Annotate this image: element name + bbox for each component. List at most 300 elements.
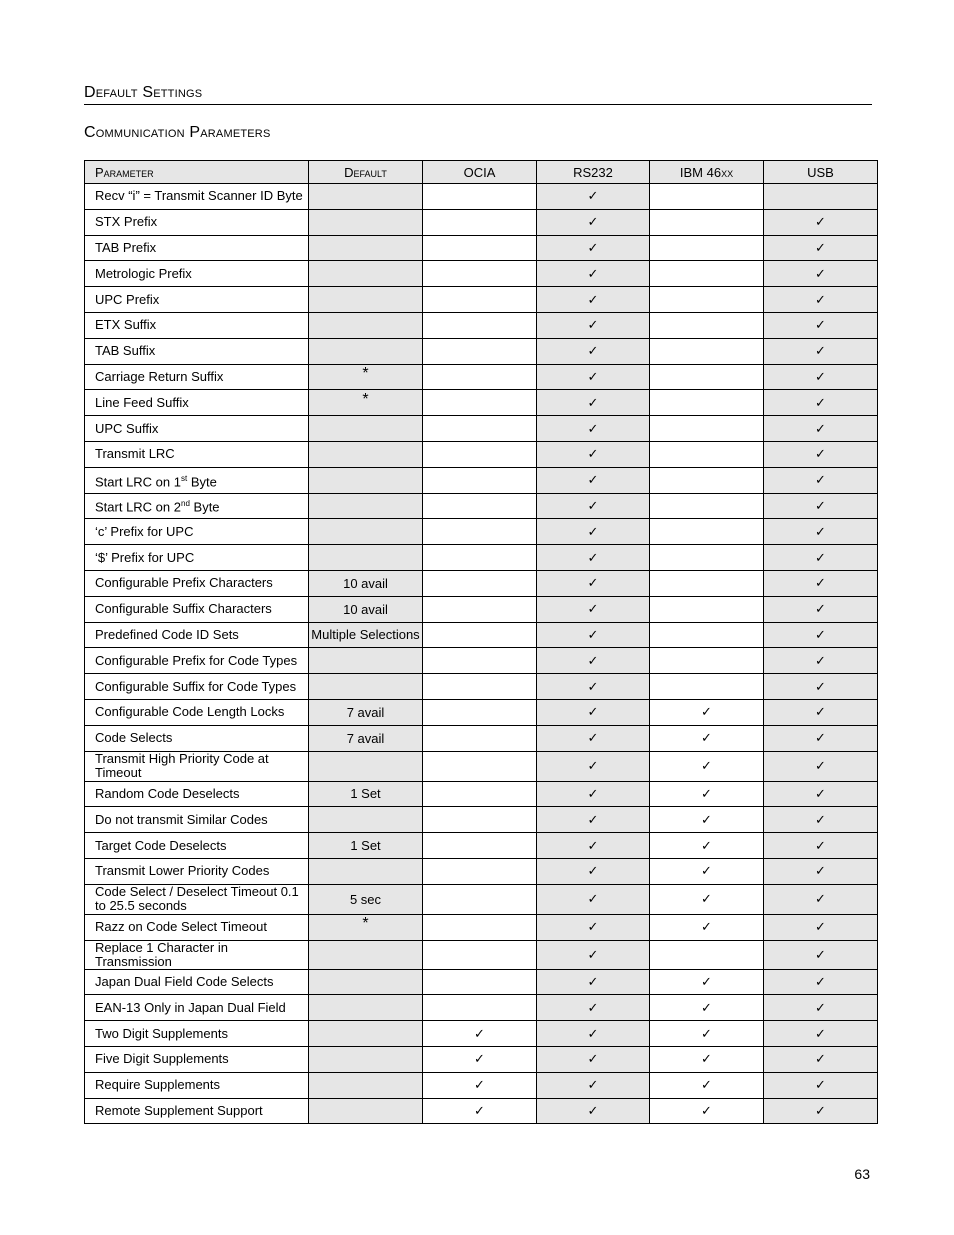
parameter-text: Predefined Code ID Sets	[95, 626, 239, 642]
usb-cell	[764, 674, 878, 700]
ibm46xx-cell	[650, 674, 764, 700]
ocia-cell	[423, 1098, 537, 1124]
check-icon: ✓	[587, 1025, 599, 1041]
parameter-label	[85, 235, 309, 261]
check-icon: ✓	[815, 811, 826, 827]
ibm46xx-cell	[650, 570, 764, 596]
parameter-text-end: Byte	[187, 473, 217, 489]
check-icon: ✓	[587, 601, 599, 617]
ocia-cell	[423, 519, 537, 545]
check-icon: ✓	[815, 446, 826, 462]
usb-cell	[764, 209, 878, 235]
ocia-cell	[423, 914, 537, 940]
ocia-cell	[423, 545, 537, 571]
check-icon: ✓	[815, 523, 826, 539]
ibm46xx-cell	[650, 751, 764, 781]
ocia-cell	[423, 338, 537, 364]
parameter-text: Code Select / Deselect Timeout 0.1 to 25.5 seconds	[95, 884, 299, 914]
ibm46xx-cell	[650, 184, 764, 210]
ibm46xx-cell	[650, 781, 764, 807]
parameter-text: Random Code Deselects	[95, 785, 240, 801]
check-icon: ✓	[587, 265, 599, 281]
check-icon: ✓	[815, 214, 826, 230]
parameter-text: Transmit High Priority Code at Timeout	[95, 751, 269, 781]
check-icon: ✓	[815, 420, 826, 436]
check-icon: ✓	[587, 785, 599, 801]
ocia-cell	[423, 674, 537, 700]
check-icon: ✓	[815, 394, 826, 410]
parameter-text: ‘c’ Prefix for UPC	[95, 523, 194, 539]
parameter-text: Code Selects	[95, 730, 173, 746]
usb-cell	[764, 995, 878, 1021]
rs232-cell	[537, 884, 650, 914]
default-cell	[309, 467, 423, 493]
check-icon: ✓	[587, 1077, 599, 1093]
default-value: 7 avail	[346, 730, 385, 746]
default-cell	[309, 674, 423, 700]
usb-cell	[764, 807, 878, 833]
ibm46xx-cell	[650, 725, 764, 751]
check-icon: ✓	[587, 1102, 599, 1118]
parameter-text: EAN-13 Only in Japan Dual Field	[95, 999, 286, 1015]
table-row	[85, 596, 878, 622]
parameter-text: ETX Suffix	[95, 317, 157, 333]
usb-cell	[764, 969, 878, 995]
ocia-cell	[423, 390, 537, 416]
table-row	[85, 807, 878, 833]
rs232-cell	[537, 235, 650, 261]
parameter-text: Configurable Prefix for Code Types	[95, 652, 298, 668]
ibm46xx-cell	[650, 467, 764, 493]
usb-cell	[764, 338, 878, 364]
check-icon: ✓	[587, 188, 599, 204]
ocia-cell	[423, 1046, 537, 1072]
parameter-label	[85, 312, 309, 338]
check-icon: ✓	[701, 1077, 712, 1093]
check-icon: ✓	[587, 891, 599, 907]
default-cell	[309, 995, 423, 1021]
default-cell	[309, 781, 423, 807]
parameter-text: Recv “i” = Transmit Scanner ID Byte	[95, 188, 303, 204]
check-icon: ✓	[815, 891, 826, 907]
default-cell	[309, 969, 423, 995]
ocia-cell	[423, 969, 537, 995]
check-icon: ✓	[474, 1077, 485, 1093]
ibm46xx-cell	[650, 287, 764, 313]
rs232-cell	[537, 545, 650, 571]
rs232-cell	[537, 833, 650, 859]
table-row	[85, 235, 878, 261]
table-row	[85, 674, 878, 700]
check-icon: ✓	[587, 863, 599, 879]
rs232-cell	[537, 209, 650, 235]
ibm46xx-cell	[650, 1072, 764, 1098]
ibm46xx-cell	[650, 969, 764, 995]
parameter-label	[85, 1046, 309, 1072]
parameter-label	[85, 596, 309, 622]
ibm46xx-cell	[650, 261, 764, 287]
check-icon: ✓	[587, 973, 599, 989]
parameter-text: Start LRC on 2	[95, 499, 181, 515]
default-value: Multiple Selections	[311, 627, 420, 643]
check-icon: ✓	[587, 343, 599, 359]
parameter-label	[85, 995, 309, 1021]
check-icon: ✓	[587, 575, 599, 591]
check-icon: ✓	[587, 704, 599, 720]
parameter-text: Razz on Code Select Timeout	[95, 919, 267, 935]
check-icon: ✓	[587, 730, 599, 746]
rs232-cell	[537, 807, 650, 833]
rs232-cell	[537, 1046, 650, 1072]
parameter-text: Carriage Return Suffix	[95, 368, 224, 384]
default-cell	[309, 416, 423, 442]
table-row	[85, 519, 878, 545]
subsection-title: Communication Parameters	[84, 124, 271, 141]
ocia-cell	[423, 751, 537, 781]
table-row	[85, 833, 878, 859]
parameter-text: Two Digit Supplements	[95, 1025, 228, 1041]
check-icon: ✓	[815, 626, 826, 642]
parameter-text: Configurable Prefix Characters	[95, 575, 273, 591]
parameter-label	[85, 884, 309, 914]
parameter-text: Require Supplements	[95, 1077, 221, 1093]
usb-cell	[764, 493, 878, 519]
usb-cell	[764, 833, 878, 859]
ocia-cell	[423, 725, 537, 751]
check-icon: ✓	[587, 919, 599, 935]
table-row	[85, 995, 878, 1021]
parameter-text: Replace 1 Character in Transmission	[95, 939, 228, 969]
parameter-label	[85, 441, 309, 467]
rs232-cell	[537, 1098, 650, 1124]
ibm46xx-cell	[650, 519, 764, 545]
ocia-cell	[423, 1021, 537, 1047]
usb-cell	[764, 940, 878, 969]
check-icon: ✓	[587, 626, 599, 642]
default-cell	[309, 725, 423, 751]
check-icon: ✓	[815, 291, 826, 307]
check-icon: ✓	[815, 601, 826, 617]
parameter-label	[85, 699, 309, 725]
header-rs232: RS232	[537, 161, 650, 184]
check-icon: ✓	[587, 317, 599, 333]
check-icon: ✓	[587, 652, 599, 668]
parameter-text: Japan Dual Field Code Selects	[95, 973, 274, 989]
rs232-cell	[537, 570, 650, 596]
check-icon: ✓	[815, 472, 826, 488]
default-cell	[309, 858, 423, 884]
check-icon: ✓	[815, 704, 826, 720]
parameter-text: Transmit Lower Priority Codes	[95, 863, 270, 879]
usb-cell	[764, 751, 878, 781]
ocia-cell	[423, 261, 537, 287]
header-usb: USB	[764, 161, 878, 184]
usb-cell	[764, 596, 878, 622]
check-icon: ✓	[701, 837, 712, 853]
table-row	[85, 1098, 878, 1124]
table-row	[85, 312, 878, 338]
check-icon: ✓	[587, 214, 599, 230]
check-icon: ✓	[815, 575, 826, 591]
table-row	[85, 751, 878, 781]
parameter-label	[85, 390, 309, 416]
rs232-cell	[537, 519, 650, 545]
parameter-label	[85, 751, 309, 781]
table-row	[85, 416, 878, 442]
parameter-label	[85, 493, 309, 519]
parameter-text: Configurable Suffix for Code Types	[95, 678, 297, 694]
table-row	[85, 1046, 878, 1072]
parameter-label	[85, 674, 309, 700]
check-icon: ✓	[474, 1102, 485, 1118]
check-icon: ✓	[815, 652, 826, 668]
section-title: Default Settings	[84, 84, 872, 105]
check-icon: ✓	[815, 785, 826, 801]
check-icon: ✓	[701, 999, 712, 1015]
check-icon: ✓	[587, 368, 599, 384]
check-icon: ✓	[815, 678, 826, 694]
ocia-cell	[423, 699, 537, 725]
usb-cell	[764, 519, 878, 545]
check-icon: ✓	[587, 420, 599, 436]
table-row	[85, 1021, 878, 1047]
parameter-label	[85, 364, 309, 390]
default-cell	[309, 235, 423, 261]
parameter-label	[85, 1098, 309, 1124]
rs232-cell	[537, 338, 650, 364]
header-default: Default	[309, 161, 423, 184]
parameter-label	[85, 725, 309, 751]
parameter-label	[85, 969, 309, 995]
rs232-cell	[537, 364, 650, 390]
rs232-cell	[537, 441, 650, 467]
rs232-cell	[537, 416, 650, 442]
check-icon: ✓	[587, 291, 599, 307]
rs232-cell	[537, 622, 650, 648]
rs232-cell	[537, 940, 650, 969]
check-icon: ✓	[587, 678, 599, 694]
table-row	[85, 648, 878, 674]
ibm46xx-cell	[650, 235, 764, 261]
ibm46xx-cell	[650, 596, 764, 622]
usb-cell	[764, 467, 878, 493]
default-value: 7 avail	[346, 704, 385, 720]
header-ocia: OCIA	[423, 161, 537, 184]
table-row	[85, 209, 878, 235]
ocia-cell	[423, 312, 537, 338]
rs232-cell	[537, 751, 650, 781]
parameter-text: UPC Prefix	[95, 291, 160, 307]
usb-cell	[764, 699, 878, 725]
rs232-cell	[537, 995, 650, 1021]
usb-cell	[764, 364, 878, 390]
usb-cell	[764, 184, 878, 210]
page-number: 63	[854, 1166, 870, 1182]
check-icon: ✓	[815, 863, 826, 879]
check-icon: ✓	[815, 919, 826, 935]
check-icon: ✓	[815, 1051, 826, 1067]
ocia-cell	[423, 622, 537, 648]
parameter-text: Line Feed Suffix	[95, 394, 189, 410]
default-cell	[309, 390, 423, 416]
table-row	[85, 884, 878, 914]
table-row	[85, 940, 878, 969]
ocia-cell	[423, 493, 537, 519]
ibm46xx-cell	[650, 1021, 764, 1047]
rs232-cell	[537, 184, 650, 210]
default-cell	[309, 884, 423, 914]
ibm46xx-cell	[650, 364, 764, 390]
ibm46xx-cell	[650, 312, 764, 338]
check-icon: ✓	[587, 394, 599, 410]
usb-cell	[764, 416, 878, 442]
ocia-cell	[423, 209, 537, 235]
default-cell	[309, 545, 423, 571]
check-icon: ✓	[587, 497, 599, 513]
usb-cell	[764, 914, 878, 940]
header-parameter: Parameter	[85, 161, 309, 184]
ocia-cell	[423, 940, 537, 969]
usb-cell	[764, 1046, 878, 1072]
rs232-cell	[537, 648, 650, 674]
table-row	[85, 570, 878, 596]
ibm46xx-cell	[650, 940, 764, 969]
parameter-label	[85, 622, 309, 648]
table-row	[85, 914, 878, 940]
check-icon: ✓	[815, 497, 826, 513]
parameter-label	[85, 261, 309, 287]
communication-parameters-table	[84, 160, 878, 1124]
ibm46xx-cell	[650, 622, 764, 648]
default-value: 1 Set	[350, 786, 381, 802]
ibm46xx-cell	[650, 545, 764, 571]
table-row	[85, 969, 878, 995]
default-cell	[309, 261, 423, 287]
rs232-cell	[537, 1021, 650, 1047]
rs232-cell	[537, 287, 650, 313]
check-icon: ✓	[815, 946, 826, 962]
ocia-cell	[423, 1072, 537, 1098]
table-row	[85, 725, 878, 751]
default-cell	[309, 441, 423, 467]
table-row	[85, 287, 878, 313]
parameter-text: ‘$’ Prefix for UPC	[95, 549, 195, 565]
default-cell	[309, 622, 423, 648]
ocia-cell	[423, 807, 537, 833]
parameter-label	[85, 1072, 309, 1098]
parameter-label	[85, 858, 309, 884]
rs232-cell	[537, 390, 650, 416]
table-row	[85, 184, 878, 210]
ocia-cell	[423, 596, 537, 622]
check-icon: ✓	[701, 919, 712, 935]
check-icon: ✓	[701, 891, 712, 907]
check-icon: ✓	[587, 837, 599, 853]
table-row	[85, 390, 878, 416]
table-body	[85, 184, 878, 1124]
check-icon: ✓	[474, 1051, 485, 1067]
parameter-label	[85, 940, 309, 969]
usb-cell	[764, 725, 878, 751]
rs232-cell	[537, 312, 650, 338]
parameter-text: STX Prefix	[95, 214, 158, 230]
check-icon: ✓	[815, 999, 826, 1015]
ibm46xx-cell	[650, 390, 764, 416]
default-cell	[309, 807, 423, 833]
default-cell	[309, 699, 423, 725]
default-value: 10 avail	[343, 601, 388, 617]
parameter-label	[85, 570, 309, 596]
usb-cell	[764, 570, 878, 596]
rs232-cell	[537, 725, 650, 751]
ocia-cell	[423, 235, 537, 261]
parameter-text: Configurable Suffix Characters	[95, 601, 272, 617]
table-row	[85, 545, 878, 571]
default-cell	[309, 338, 423, 364]
usb-cell	[764, 1072, 878, 1098]
check-icon: ✓	[701, 811, 712, 827]
ocia-cell	[423, 995, 537, 1021]
usb-cell	[764, 545, 878, 571]
check-icon: ✓	[815, 317, 826, 333]
usb-cell	[764, 781, 878, 807]
check-icon: ✓	[701, 1025, 712, 1041]
rs232-cell	[537, 261, 650, 287]
parameter-label	[85, 184, 309, 210]
parameter-text: Start LRC on 1	[95, 473, 181, 489]
parameter-label	[85, 914, 309, 940]
ibm46xx-cell	[650, 493, 764, 519]
ibm46xx-cell	[650, 884, 764, 914]
default-cell	[309, 940, 423, 969]
table-row	[85, 493, 878, 519]
parameter-text: Remote Supplement Support	[95, 1102, 263, 1118]
table-row	[85, 261, 878, 287]
default-cell	[309, 648, 423, 674]
ocia-cell	[423, 416, 537, 442]
default-cell	[309, 209, 423, 235]
table-row	[85, 338, 878, 364]
check-icon: ✓	[815, 265, 826, 281]
rs232-cell	[537, 674, 650, 700]
check-icon: ✓	[815, 1025, 826, 1041]
ordinal-suffix: st	[181, 473, 188, 483]
check-icon: ✓	[701, 973, 712, 989]
ocia-cell	[423, 884, 537, 914]
parameter-label	[85, 338, 309, 364]
table-row	[85, 364, 878, 390]
check-icon: ✓	[815, 549, 826, 565]
parameter-label	[85, 833, 309, 859]
ibm46xx-cell	[650, 441, 764, 467]
default-value: 1 Set	[350, 838, 381, 854]
rs232-cell	[537, 699, 650, 725]
check-icon: ✓	[587, 946, 599, 962]
parameter-text: UPC Suffix	[95, 420, 159, 436]
check-icon: ✓	[815, 343, 826, 359]
ibm46xx-cell	[650, 1046, 764, 1072]
usb-cell	[764, 390, 878, 416]
parameter-label	[85, 209, 309, 235]
default-cell	[309, 519, 423, 545]
rs232-cell	[537, 858, 650, 884]
check-icon: ✓	[815, 730, 826, 746]
check-icon: ✓	[701, 1102, 712, 1118]
ibm46xx-cell	[650, 914, 764, 940]
header-ibm46xx: IBM 46xx	[650, 161, 764, 184]
default-cell	[309, 914, 423, 940]
parameter-text: Five Digit Supplements	[95, 1051, 229, 1067]
